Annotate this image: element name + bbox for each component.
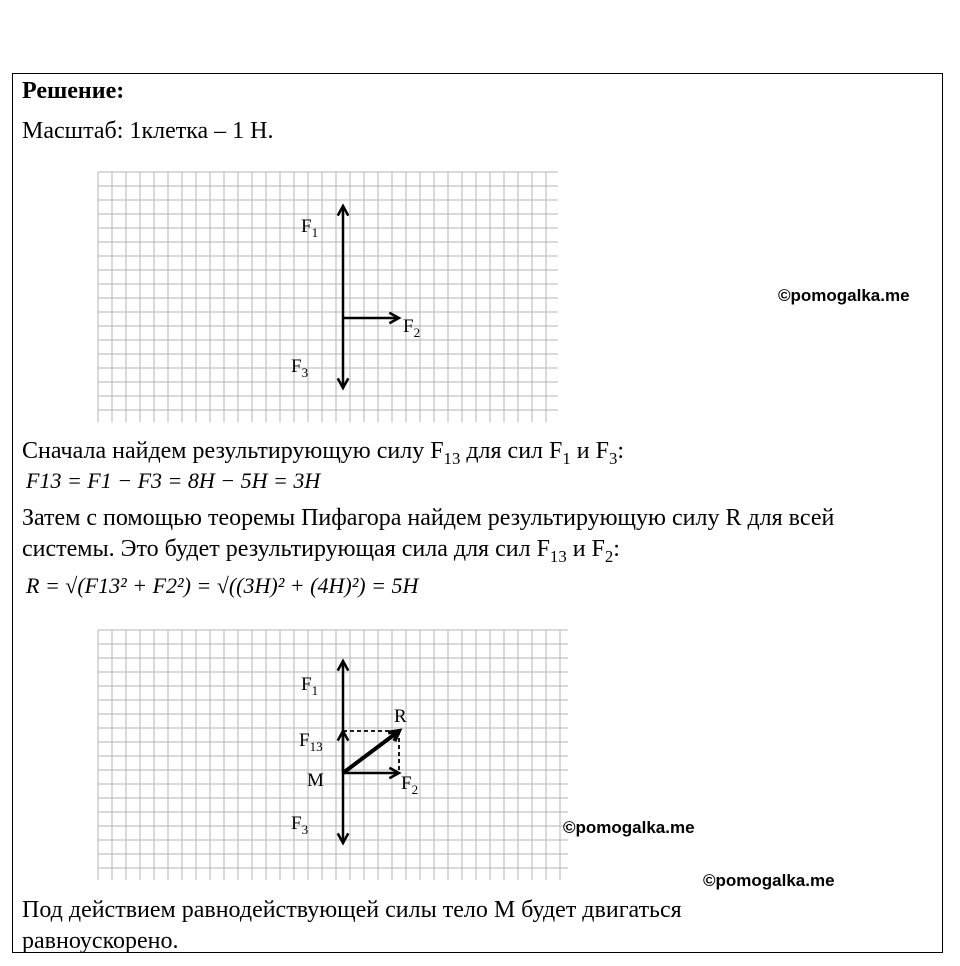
label-m: M: [307, 770, 324, 791]
conclusion-line-2: равноускорено.: [22, 928, 179, 954]
label-f1: $F_1$: [301, 674, 319, 698]
label-f3: $F_3$: [291, 813, 309, 837]
label-f2: $F_2$: [403, 316, 421, 340]
force-diagram-2: [98, 630, 568, 880]
paragraph-2-sub-2: 2: [604, 546, 614, 566]
label-f2: $F_2$: [401, 773, 419, 797]
paragraph-1-sub-13: 13: [443, 448, 461, 468]
force-diagram-1: [98, 172, 558, 422]
label-f3: $F_3$: [291, 356, 309, 380]
paragraph-2-text-c: :: [613, 536, 620, 562]
scale-text: Масштаб: 1клетка – 1 Н.: [22, 118, 274, 144]
paragraph-2-text-a: системы. Это будет результирующая сила для сил F: [22, 536, 550, 562]
label-f13: $F_{13}$: [299, 730, 323, 754]
grid: [98, 172, 558, 422]
paragraph-1-text: Сначала найдем результирующую силу F: [22, 438, 444, 464]
formula-r: R = √(F13² + F2²) = √((3H)² + (4H)²) = 5H: [26, 573, 419, 598]
paragraph-2-line-1: Затем с помощью теоремы Пифагора найдем результирующую силу R для всей: [22, 505, 835, 531]
resultant-arrow-r: [343, 731, 399, 773]
label-f1: $F_1$: [301, 216, 319, 240]
watermark-1: ©pomogalka.me: [778, 286, 910, 305]
conclusion-line-1: Под действием равнодействующей силы тело М будет двигаться: [22, 897, 682, 923]
paragraph-1-mid1: для сил F: [460, 438, 563, 464]
watermark-3: ©pomogalka.me: [703, 871, 835, 890]
solution-heading: Решение:: [22, 78, 125, 104]
paragraph-1-end: :: [617, 438, 625, 464]
grid: [98, 630, 568, 880]
formula-f13: F13 = F1 − F3 = 8H − 5H = 3H: [26, 468, 321, 493]
paragraph-2-line-2: [22, 534, 620, 572]
paragraph-2-sub-13: 13: [549, 546, 567, 566]
paragraph-1-sub-3: 3: [608, 448, 618, 468]
label-r: R: [394, 706, 407, 727]
paragraph-2-text-b: и F: [566, 536, 605, 562]
paragraph-1-mid2: и F: [570, 438, 609, 464]
paragraph-1-sub-1: 1: [562, 448, 571, 468]
watermark-2: ©pomogalka.me: [563, 818, 695, 837]
